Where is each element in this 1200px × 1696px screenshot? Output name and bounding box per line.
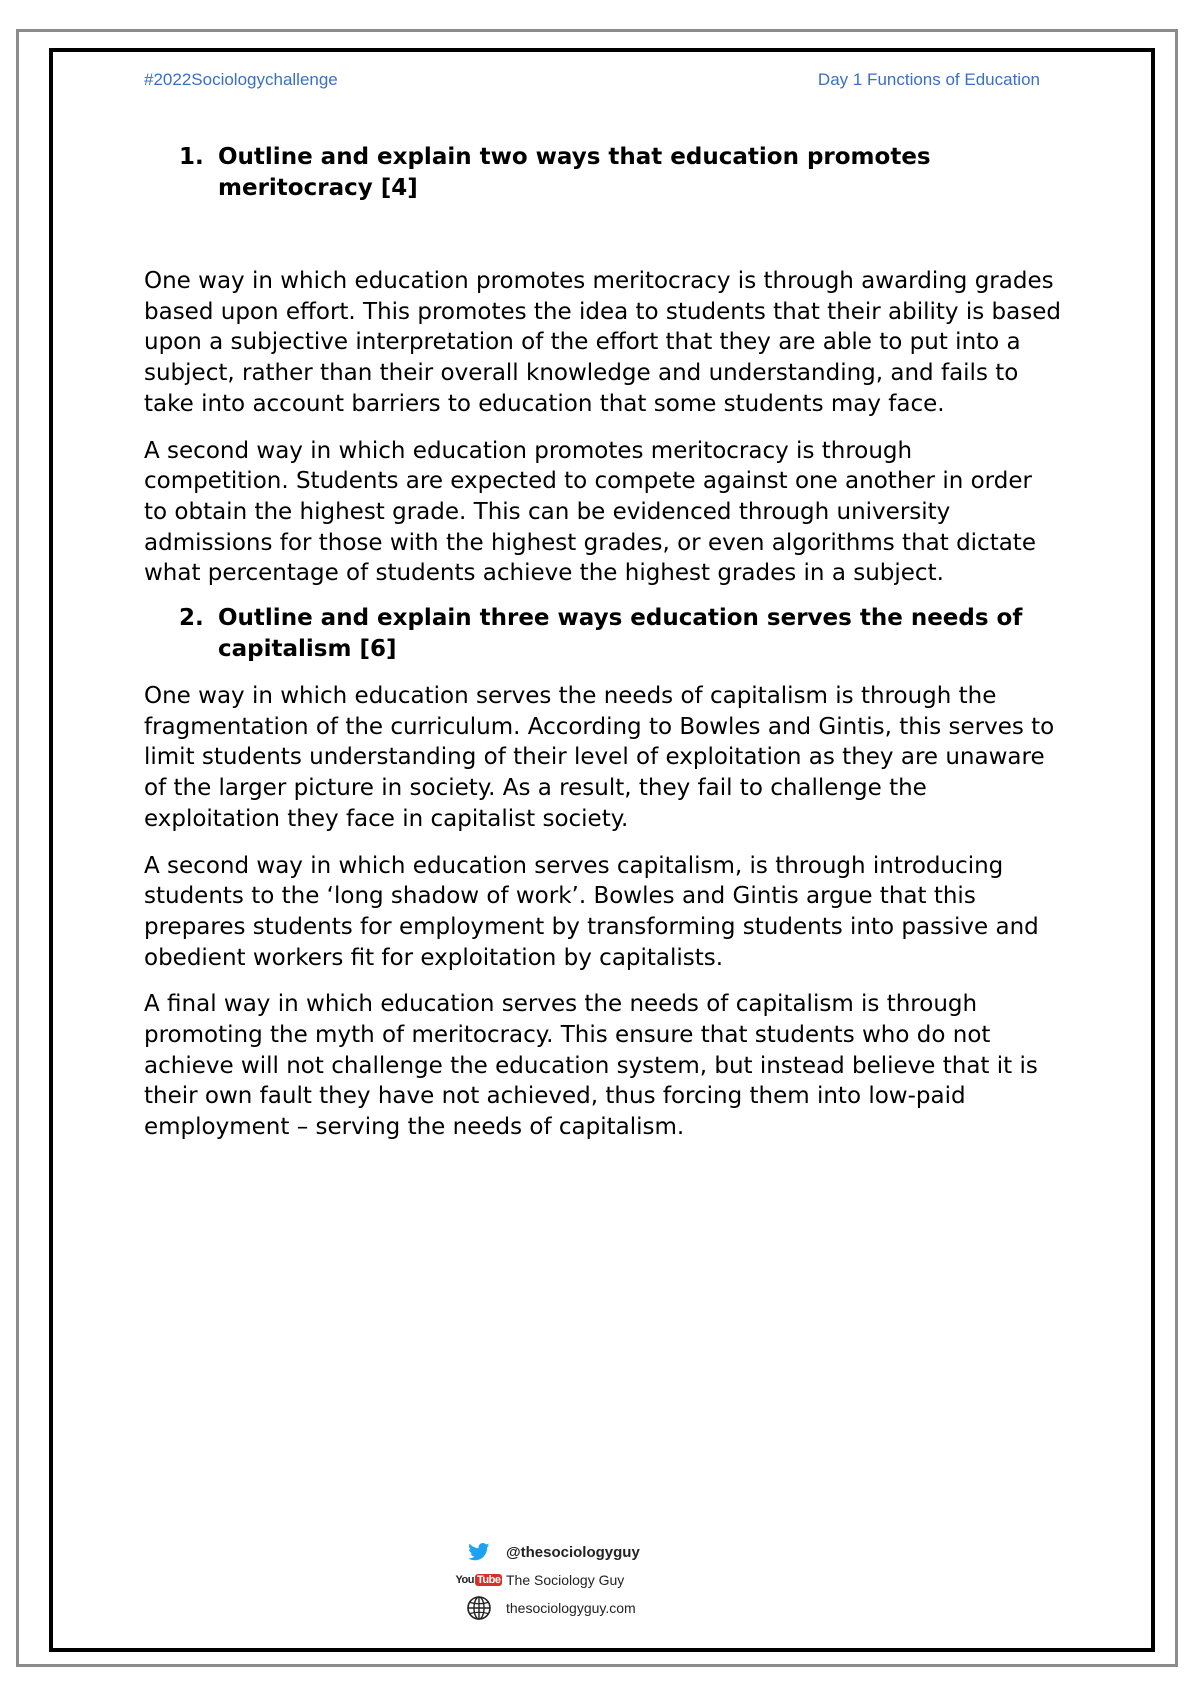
question-1-title: Outline and explain two ways that education promotes meritocracy [4] [218,144,931,201]
website-row [462,1594,702,1622]
question-1-answer-1: One way in which education promotes meritocracy is through awarding grades based upon effort. This promotes the idea to students that their ability is based upon a subjective interpretation of the effort that they are able to put into a subject, rather than their overall knowledge and understanding, and fails to take into account barriers to education that some students may face. [144,268,1061,417]
question-2-title: Outline and explain three ways education serves the needs of capitalism [6] [218,605,1023,663]
header-hashtag: #2022Sociologychallenge [144,70,338,89]
twitter-row [462,1538,702,1566]
question-2-answer-1: One way in which education serves the needs of capitalism is through the fragmentation of the curriculum. According to Bowles and Gintis, this serves to limit students understanding of their level of exploitation as they are unaware of the larger picture in society. As a result, they fail to challenge the exploitation they face in capitalist society. [144,683,1055,832]
website-link[interactable]: thesociologyguy.com [506,1600,636,1616]
youtube-row [455,1566,702,1594]
page-header [144,70,1040,96]
question-1-answer-2: A second way in which education promotes meritocracy is through competition. Students are expected to compete against one another in order to obtain the highest grade. This can be evidenced through university admissions for those with the highest grades, or even algorithms that dictate what percentage of students achieve the highest grades in a subject. [144,437,1036,587]
twitter-icon [462,1543,496,1561]
globe-icon [462,1595,496,1621]
question-2-answer-3: A final way in which education serves the needs of capitalism is through promoting the myth of meritocracy. This ensure that students who do not achieve will not challenge the education system, but instead believe that it is their own fault they have not achieved, thus forcing them into low-paid employment – serving the needs of capitalism. [144,991,1038,1141]
header-title: Day 1 Functions of Education [817,70,1040,89]
youtube-icon: You Tube [455,1574,501,1586]
twitter-handle[interactable]: @thesociologyguy [506,1543,640,1561]
question-2 [144,603,1058,665]
question-1-number: 1. [179,144,204,170]
social-footer [455,1538,702,1622]
question-2-number: 2. [179,605,204,632]
document-body [144,142,1064,1143]
question-1 [144,142,1058,204]
question-2-answer-2: A second way in which education serves capitalism, is through introducing students to the ‘long shadow of work’. Bowles and Gintis argue that this prepares students for employment by transforming students into passive and obedient workers fit for exploitation by capitalists. [144,852,1039,971]
youtube-channel-name[interactable]: The Sociology Guy [506,1572,625,1588]
